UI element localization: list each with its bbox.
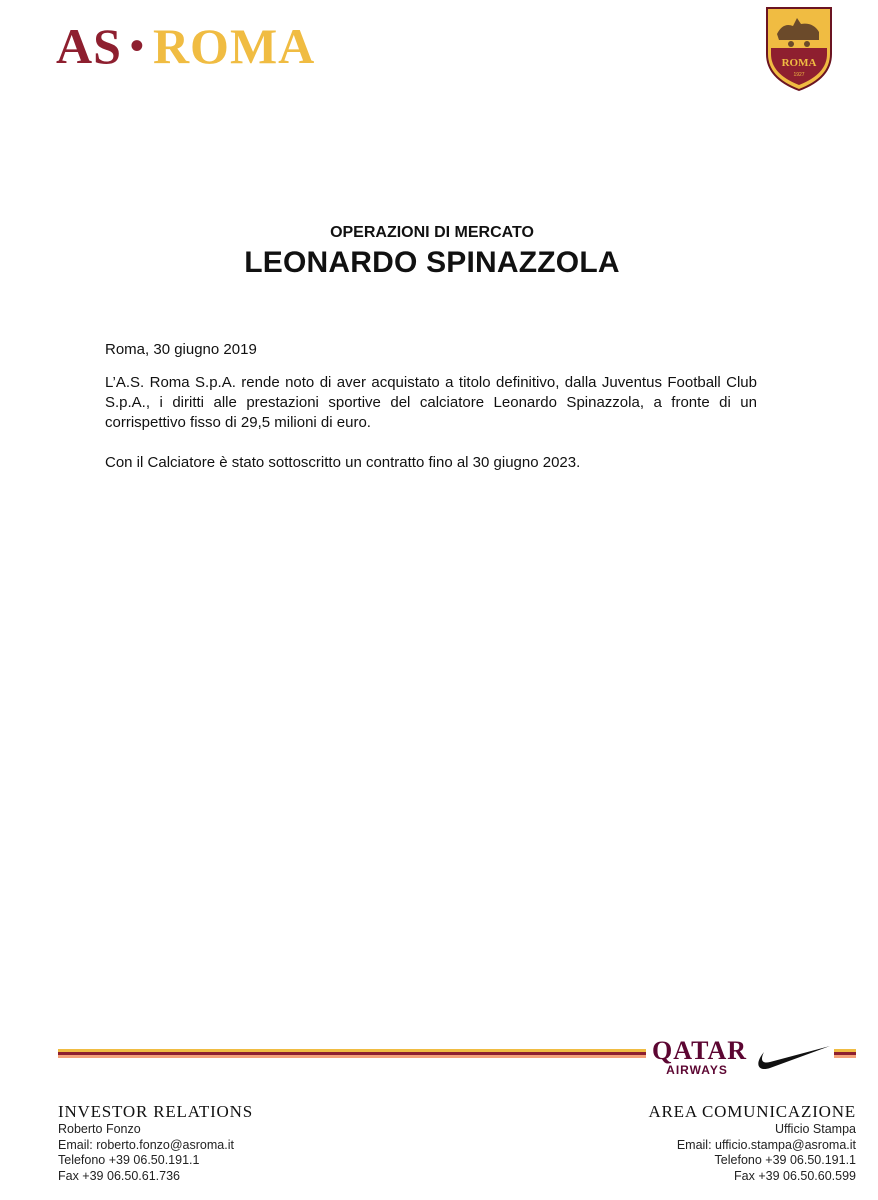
document-title: LEONARDO SPINAZZOLA — [244, 246, 620, 279]
area-comunicazione-email: Email: ufficio.stampa@asroma.it — [676, 1137, 856, 1152]
qatar-logo-sub: AIRWAYS — [666, 1063, 728, 1077]
document-paragraph-2: Con il Calciatore è stato sottoscritto un contratto fino al 30 giugno 2023. — [105, 454, 581, 471]
document-date: Roma, 30 giugno 2019 — [105, 341, 257, 358]
crest-text: ROMA — [781, 57, 817, 69]
area-comunicazione-fax: Fax +39 06.50.60.599 — [734, 1168, 856, 1183]
wordmark-roma: ROMA — [152, 18, 316, 74]
area-comunicazione-phone: Telefono +39 06.50.191.1 — [714, 1153, 856, 1167]
area-comunicazione-heading: AREA COMUNICAZIONE — [648, 1102, 856, 1121]
as-roma-wordmark — [56, 18, 315, 74]
qatar-airways-logo — [652, 1036, 748, 1077]
qatar-logo-main: QATAR — [652, 1036, 748, 1065]
footer-stripes — [58, 1049, 646, 1058]
wordmark-as: AS — [56, 18, 122, 74]
crest-year: 1927 — [793, 72, 805, 78]
area-comunicazione-block — [648, 1102, 856, 1184]
nike-swoosh-icon — [752, 1040, 832, 1074]
investor-relations-email: Email: roberto.fonzo@asroma.it — [58, 1137, 234, 1152]
investor-relations-block — [58, 1102, 253, 1184]
investor-relations-fax: Fax +39 06.50.61.736 — [58, 1168, 180, 1183]
wordmark-dot: • — [129, 23, 145, 68]
area-comunicazione-name: Ufficio Stampa — [774, 1122, 856, 1136]
footer-stripes-right — [834, 1049, 856, 1058]
investor-relations-heading: INVESTOR RELATIONS — [58, 1102, 253, 1121]
investor-relations-name: Roberto Fonzo — [58, 1122, 141, 1136]
document-subtitle: OPERAZIONI DI MERCATO — [330, 224, 534, 241]
investor-relations-phone: Telefono +39 06.50.191.1 — [58, 1153, 200, 1167]
document-paragraph-1: L’A.S. Roma S.p.A. rende noto di aver acquistato a titolo definitivo, dalla Juventus Football Club S.p.A., i diritti alle prestazioni sportive del calciatore Leonardo Spinazzola, a fronte di un corrispettivo fisso di 29,5 milioni di euro. — [105, 374, 757, 431]
as-roma-crest-icon — [763, 4, 835, 92]
